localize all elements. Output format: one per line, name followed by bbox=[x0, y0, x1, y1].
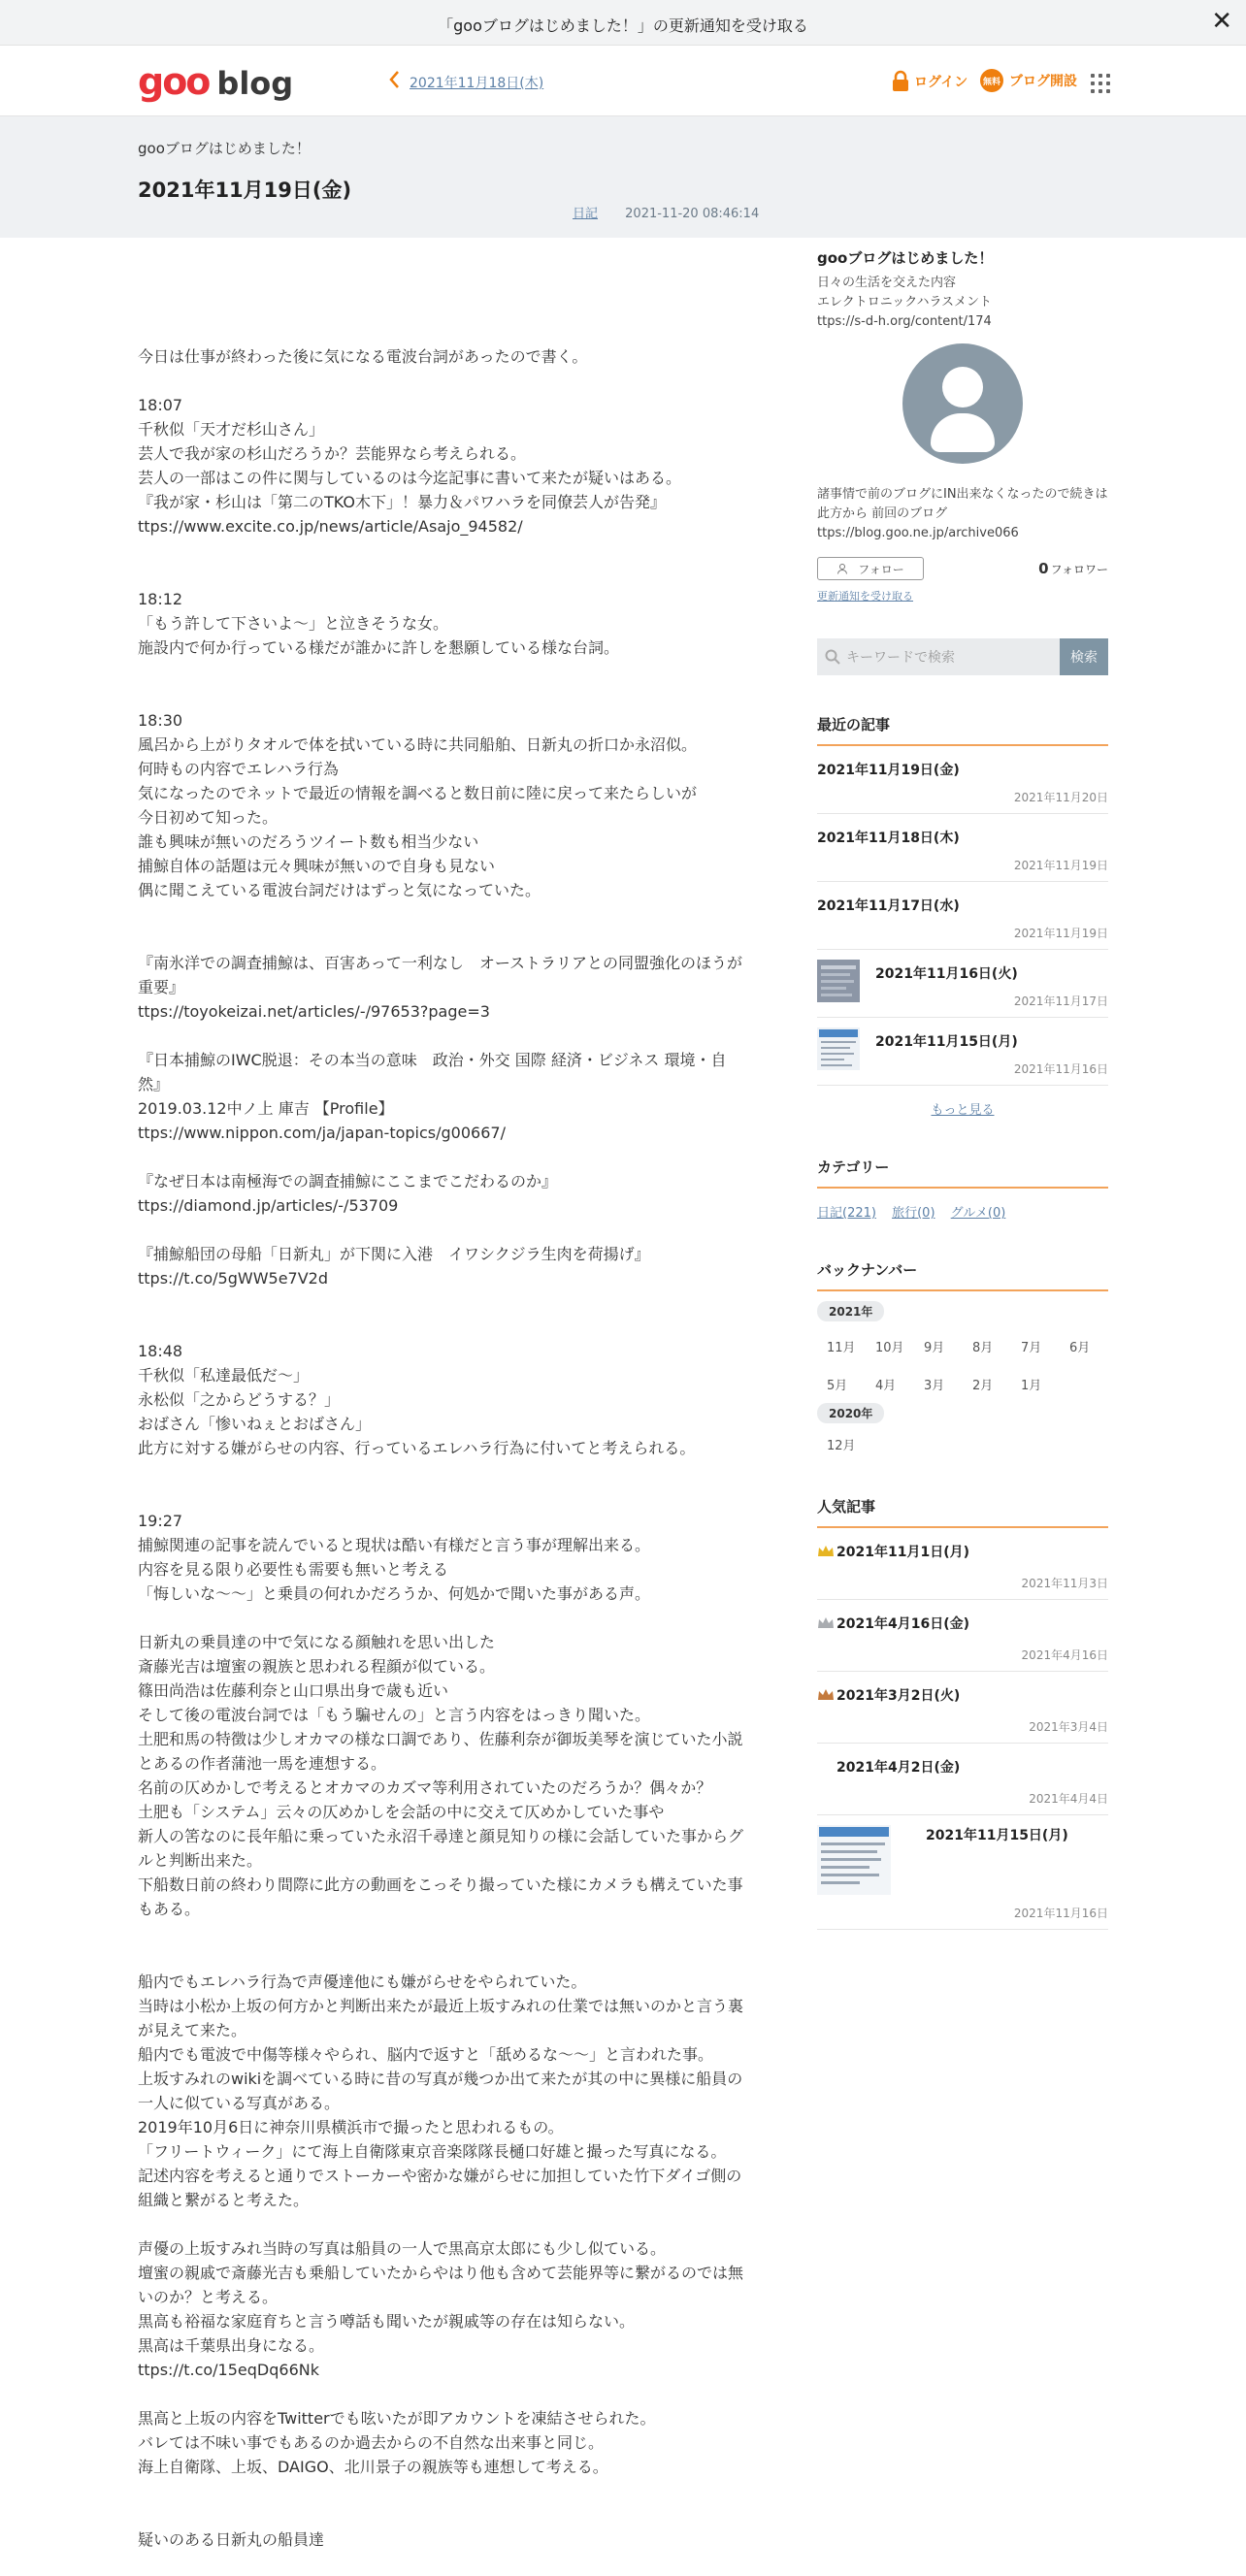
post-thumbnail[interactable] bbox=[817, 1027, 860, 1070]
recent-post-date: 2021年11月19日 bbox=[1013, 859, 1108, 872]
recent-post-title[interactable]: 2021年11月15日(月) bbox=[875, 1034, 1018, 1050]
recent-post-item[interactable] bbox=[817, 1018, 1108, 1086]
article-paragraph: 18:07 千秋似「天才だ杉山さん」 芸人で我が家の杉山だろうか？芸能界なら考えられる。 芸人の一部はこの件に関与しているのは今迄記事に書いて来たが疑いはある。 『我が家・杉山は「第二のTKO木下」！暴力＆パワハラを同僚芸人が告発』 ttps://www.excite.co.jp/news/article/Asajo_94582/ bbox=[138, 396, 682, 536]
post-thumbnail[interactable] bbox=[817, 960, 860, 1002]
month-link[interactable]: 8月 bbox=[972, 1341, 994, 1355]
month-link[interactable]: 3月 bbox=[924, 1379, 945, 1393]
article-paragraph: 日新丸の乗員達の中で気になる顔触れを思い出した 斎藤光吉は壇蜜の親族と思われる程顔が似ている。 篠田尚浩は佐藤利奈と山口県出身で歳も近い そして後の電波台詞では「もう騙せんの」と言う内容をはっきり聞いた。 土肥和馬の特徴は少しオカマの様な口調であり、佐藤利奈が御坂美琴を演じていた小説とあるの作者蒲池一馬を連想する。 名前の仄めかしで考えるとオカマのカズマ等利用されていたのだろうか？偶々か？ 土肥も「システム」云々の仄めかしを会話の中に交えて仄めかしていた事や 新人の筈なのに長年船に乗っていた永沼千尋達と顔見知りの様に会話していた事からグルと判断出来た。 下船数日前の終わり間際に此方の動画をこっそり撮っていた様にカメラも構えていた事もある。 bbox=[138, 1633, 744, 1918]
follower-count bbox=[1038, 560, 1108, 577]
article-paragraph: 『南氷洋での調査捕鯨は、百害あって一利なし オーストラリアとの同盟強化のほうが重要』 ttps://toyokeizai.net/articles/-/97653?page=3 bbox=[138, 954, 743, 1021]
month-link[interactable]: 4月 bbox=[875, 1379, 897, 1393]
popular-post-title[interactable]: 2021年11月1日(月) bbox=[836, 1545, 969, 1560]
article-paragraph: 『なぜ日本は南極海での調査捕鯨にここまでこだわるのか』 ttps://diamond.jp/articles/-/53709 bbox=[138, 1172, 558, 1215]
article-paragraph: 18:12 「もう許して下さいよ～」と泣きそうな女。 施設内で何か行っている様だが誰かに許しを懇願している様な台詞。 bbox=[138, 590, 620, 657]
post-timestamp: 2021-11-20 08:46:14 bbox=[625, 207, 760, 221]
lock-icon bbox=[891, 71, 910, 92]
recent-post-item[interactable] bbox=[817, 746, 1108, 814]
sidebar bbox=[817, 247, 1108, 1930]
recent-posts-heading: 最近の記事 bbox=[817, 714, 1108, 746]
login-label: ログイン bbox=[914, 75, 968, 90]
popular-post-item[interactable] bbox=[817, 1744, 1108, 1815]
person-icon bbox=[836, 563, 848, 574]
article-paragraph: 18:48 千秋似「私達最低だ～」 永松似「之からどうする？」 おばさん「惨いねぇとおばさん」 此方に対する嫌がらせの内容、行っているエレハラ行為に付いてと考えられる。 bbox=[138, 1342, 696, 1457]
popular-post-date: 2021年4月4日 bbox=[1029, 1792, 1108, 1806]
search-input[interactable] bbox=[817, 638, 1060, 675]
category-link[interactable]: 日記(221) bbox=[817, 1206, 876, 1221]
logo-blog-text: blog bbox=[216, 65, 294, 102]
month-link[interactable]: 5月 bbox=[827, 1379, 848, 1393]
popular-post-item[interactable] bbox=[817, 1600, 1108, 1672]
month-link[interactable]: 7月 bbox=[1021, 1341, 1042, 1355]
follower-number: 0 bbox=[1038, 560, 1049, 577]
post-thumbnail[interactable] bbox=[817, 1825, 891, 1895]
article-paragraph: 船内でもエレハラ行為で声優達他にも嫌がらせをやられていた。 当時は小松か上坂の何方かと判断出来たが最近上坂すみれの仕業では無いのかと言う裏が見えて来た。 船内でも電波で中傷等様々やられ、脳内で返すと「舐めるな～～」と言われた事。 上坂すみれのwikiを調べている時に昔の写真が幾つか出て来たが其の中に異様に船員の一人に似ている写真がある。 2019年10月6日に神奈川県横浜市で撮ったと思われるもの。 「フリートウィーク」にて海上自衛隊東京音楽隊隊長樋口好雄と撮った写真になる。 記述内容を考えると通りでストーカーや密かな嫌がらせに加担していた竹下ダイゴ側の組織と繋がると考えた。 bbox=[138, 1973, 744, 2209]
recent-post-date: 2021年11月16日 bbox=[1013, 1062, 1108, 1076]
notify-link[interactable]: 更新通知を受け取る bbox=[817, 590, 913, 603]
open-blog-label: ブログ開設 bbox=[1009, 74, 1077, 89]
month-link[interactable]: 9月 bbox=[924, 1341, 945, 1355]
popular-post-title[interactable]: 2021年4月2日(金) bbox=[836, 1760, 961, 1776]
blog-name[interactable]: gooブログはじめました！ bbox=[138, 140, 311, 157]
notification-link[interactable]: 「gooブログはじめました！」の更新通知を受け取る bbox=[438, 16, 808, 35]
article-paragraph: 『捕鯨船団の母船「日新丸」が下関に入港 イワシクジラ生肉を荷揚げ』 ttps://t.co/5gWW5e7V2d bbox=[138, 1245, 650, 1288]
article-paragraph: 19:27 捕鯨関連の記事を読んでいると現状は酷い有様だと言う事が理解出来る。 内容を見る限り必要性も需要も無いと考える 「悔しいな～～」と乗員の何れかだろうか、何処かで聞いた事がある声。 bbox=[138, 1512, 651, 1603]
popular-post-date: 2021年4月16日 bbox=[1021, 1648, 1108, 1662]
year-badge: 2020年 bbox=[817, 1403, 884, 1423]
article-paragraph: 疑いのある日新丸の船員達 bbox=[138, 2530, 325, 2549]
month-list bbox=[817, 1327, 1108, 1403]
recent-post-title[interactable]: 2021年11月17日(水) bbox=[817, 898, 960, 914]
recent-post-title[interactable]: 2021年11月16日(火) bbox=[875, 966, 1018, 982]
month-link[interactable]: 6月 bbox=[1069, 1341, 1091, 1355]
month-link[interactable]: 12月 bbox=[827, 1439, 856, 1453]
open-blog-button[interactable] bbox=[980, 69, 1077, 92]
login-button[interactable] bbox=[891, 71, 967, 92]
post-category-link[interactable]: 日記 bbox=[573, 207, 599, 221]
close-icon[interactable]: ✕ bbox=[1211, 7, 1232, 36]
logo-goo-text: goo bbox=[138, 60, 210, 103]
gold-crown-icon bbox=[817, 1545, 835, 1558]
goo-blog-logo[interactable] bbox=[138, 62, 293, 101]
post-header bbox=[0, 116, 1246, 238]
search-icon bbox=[825, 649, 840, 665]
popular-post-item[interactable] bbox=[817, 1815, 1108, 1930]
search-button[interactable]: 検索 bbox=[1060, 638, 1108, 675]
follower-label: フォロワー bbox=[1050, 563, 1108, 576]
article-body bbox=[138, 344, 749, 2576]
article-paragraph: 18:30 風呂から上がりタオルで体を拭いている時に共同船舶、日新丸の折口か永沼似。 何時もの内容でエレハラ行為 気になったのでネットで最近の情報を調べると数日前に陸に戻って来たらしいが 今日初めて知った。 誰も興味が無いのだろうツイート数も相当少ない 捕鯨自体の話題は元々興味が無いので自身も見ない 偶に聞こえている電波台詞だけはずっと気になっていた。 bbox=[138, 711, 698, 899]
follow-button[interactable] bbox=[817, 557, 924, 580]
more-link[interactable]: もっと見る bbox=[931, 1103, 995, 1118]
month-list bbox=[817, 1425, 1108, 1463]
popular-post-title[interactable]: 2021年3月2日(火) bbox=[836, 1688, 961, 1704]
popular-post-title[interactable]: 2021年11月15日(月) bbox=[926, 1828, 1068, 1843]
backnumber-heading: バックナンバー bbox=[817, 1259, 1108, 1291]
previous-post-link[interactable]: 2021年11月18日(木) bbox=[410, 76, 544, 91]
category-link[interactable]: 旅行(0) bbox=[892, 1206, 935, 1221]
popular-post-title[interactable]: 2021年4月16日(金) bbox=[836, 1616, 969, 1632]
popular-post-item[interactable] bbox=[817, 1672, 1108, 1744]
article-paragraph: 黒高と上坂の内容をTwitterでも呟いたが即アカウントを凍結させられた。 バレては不味い事でもあるのか過去からの不自然な出来事と同じ。 海上自衛隊、上坂、DAIGO、北川景子の親族等も連想して考える。 bbox=[138, 2409, 656, 2476]
popular-post-date: 2021年11月16日 bbox=[1013, 1907, 1108, 1920]
follow-row bbox=[817, 557, 1108, 580]
year-badge: 2021年 bbox=[817, 1301, 884, 1321]
sidebar-note: 諸事情で前のブログにIN出来なくなったので続きは此方から 前回のブログ ttps://blog.goo.ne.jp/archive066 bbox=[817, 487, 1108, 540]
notification-bar bbox=[0, 0, 1246, 46]
free-badge-icon: 無料 bbox=[980, 69, 1003, 92]
post-meta bbox=[573, 203, 759, 221]
month-link[interactable]: 1月 bbox=[1021, 1379, 1042, 1393]
popular-post-date: 2021年3月4日 bbox=[1029, 1720, 1108, 1734]
article-paragraph: 今日は仕事が終わった後に気になる電波台詞があったので書く。 bbox=[138, 347, 588, 366]
month-link[interactable]: 2月 bbox=[972, 1379, 994, 1393]
recent-post-date: 2021年11月17日 bbox=[1013, 995, 1108, 1008]
follow-label: フォロー bbox=[858, 562, 904, 576]
month-link[interactable]: 10月 bbox=[875, 1341, 904, 1355]
bronze-crown-icon bbox=[817, 1688, 835, 1702]
recent-post-date: 2021年11月20日 bbox=[1013, 791, 1108, 804]
category-list bbox=[817, 1202, 1108, 1221]
site-header bbox=[0, 46, 1246, 116]
category-heading: カテゴリー bbox=[817, 1157, 1108, 1189]
article-paragraph: 『日本捕鯨のIWC脱退：その本当の意味 政治・外交 国際 経済・ビジネス 環境・自然』 2019.03.12中ノ上 庫吉 【Profile】 ttps://www.nippon.com/ja/japan-topics/g00667/ bbox=[138, 1051, 727, 1142]
silver-crown-icon bbox=[817, 1616, 835, 1630]
page-title: 2021年11月19日(金) bbox=[138, 179, 352, 202]
avatar bbox=[902, 343, 1023, 464]
article-paragraph: 声優の上坂すみれ当時の写真は船員の一人で黒高京太郎にも少し似ている。 壇蜜の親戚で斎藤光吉も乗船していたからやはり他も含めて芸能界等に繋がるのでは無いのか？と考える。 黒高も裕福な家庭育ちと言う噂話も聞いたが親戚等の存在は知らない。 黒高は千葉県出身になる。 ttps://t.co/15eqDq66Nk bbox=[138, 2239, 744, 2379]
recent-post-item[interactable] bbox=[817, 882, 1108, 950]
recent-post-title[interactable]: 2021年11月19日(金) bbox=[817, 763, 960, 778]
popular-post-date: 2021年11月3日 bbox=[1021, 1577, 1108, 1590]
chevron-left-icon bbox=[388, 70, 400, 89]
month-link[interactable]: 11月 bbox=[827, 1341, 856, 1355]
recent-post-title[interactable]: 2021年11月18日(木) bbox=[817, 831, 960, 846]
sidebar-blog-name[interactable]: gooブログはじめました！ bbox=[817, 249, 994, 267]
popular-heading: 人気記事 bbox=[817, 1496, 1108, 1528]
recent-post-date: 2021年11月19日 bbox=[1013, 927, 1108, 940]
sidebar-description: 日々の生活を交えた内容 エレクトロニックハラスメント ttps://s-d-h.org/content/174 bbox=[817, 276, 993, 329]
recent-post-item[interactable] bbox=[817, 950, 1108, 1018]
popular-post-item[interactable] bbox=[817, 1528, 1108, 1600]
search-placeholder: キーワードで検索 bbox=[846, 650, 955, 666]
search-box bbox=[817, 638, 1108, 675]
category-link[interactable]: グルメ(0) bbox=[950, 1206, 1006, 1221]
grid-menu-icon[interactable] bbox=[1091, 74, 1110, 93]
recent-post-item[interactable] bbox=[817, 814, 1108, 882]
